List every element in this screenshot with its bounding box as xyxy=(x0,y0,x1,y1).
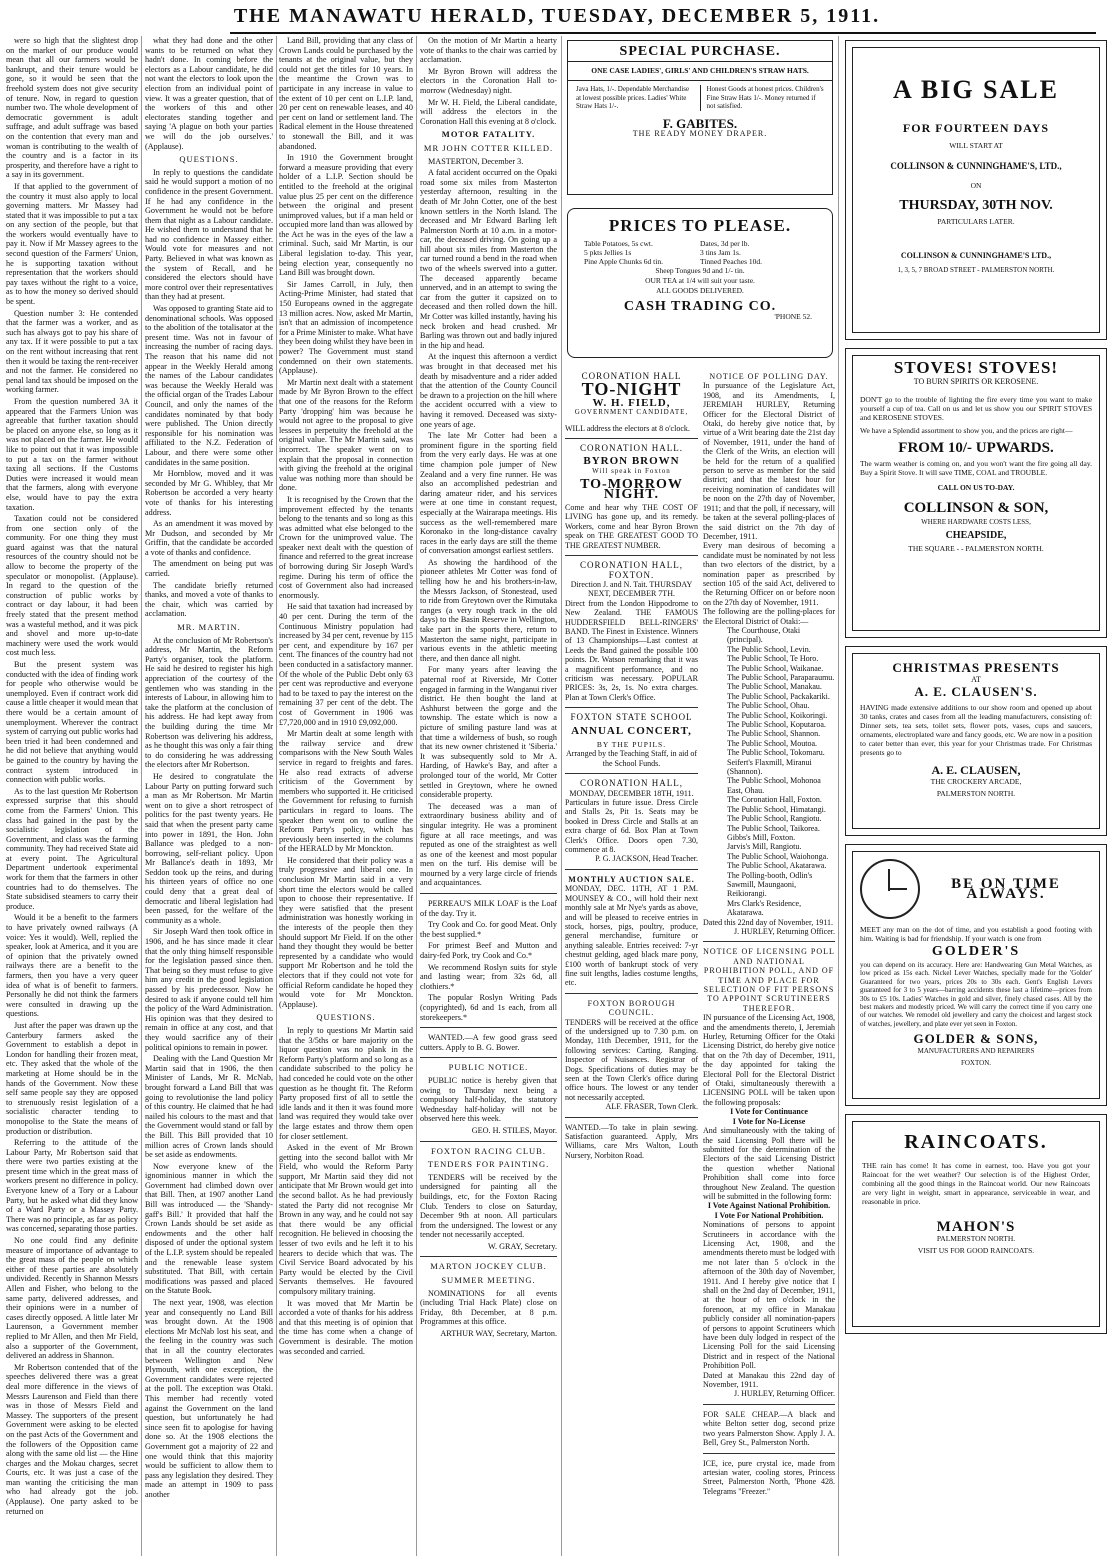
ad-line: ON xyxy=(970,181,982,190)
notice-text: In pursuance of the Legislature Act, 1908, and its Amendments, I, JEREMIAH HURLEY, Returning Officer for the Electoral District of Otaki, do hereby give notice that, by virtue of a Writ bearing date the 21st day of November, 1911, under the hand of the Clerk of the Writs, an election will be held for the return of a qualified person to serve as member for the said district; and that the latest hour for receiving nomination of candidates will be noon on the 27th day of November, 1911; and that the poll, if necessary, will be taken at the several polling-places of the said district on the 7th day of December, 1911. xyxy=(703,381,835,541)
event-headline: ANNUAL CONCERT, xyxy=(571,724,692,737)
polling-place: The Public School, Himatangi. xyxy=(727,804,826,814)
polling-place: The Public School, Manakau. xyxy=(727,682,822,692)
ad-line: CALL ON US TO-DAY. xyxy=(937,483,1015,492)
sale-date: THURSDAY, 30TH NOV. xyxy=(899,198,1053,213)
divider xyxy=(565,707,698,708)
section-heading: NOTICE OF POLLING DAY. xyxy=(709,372,829,381)
section-subheading: TENDERS FOR PAINTING. xyxy=(427,1159,550,1170)
paragraph: As showing the hardihood of the pioneer athletes Mr Cotter was fond of telling how he and his brothers-in-law, the Messrs Jackson, of Stonestead, used to ride from Greytown over the Rimutaka ranges (a very rough track in the old days) to the Basin Reserve in Wellington, take part in the sports there, return to Masterton the same night, participate in various events in the athletic meeting there, and then dance all night. xyxy=(420,557,557,663)
signature: ARTHUR WAY, Secretary, Marton. xyxy=(440,1329,557,1339)
paragraph: what they had done and the other wants to be returned on what they hadn't done. In coming before the electors as a Labour candidate, he did not want the electors to look upon the election from an individual point of view. It was a greater question, that of the workers of this and other electorates standing together and saying 'A plague on both your parties we will do the job ourselves.' (Applause). xyxy=(145,36,273,151)
polling-place: The Public School, Waiohonga. xyxy=(727,851,829,861)
section-heading: MARTON JOCKEY CLUB. xyxy=(430,1261,547,1272)
advertiser-place: CHEAPSIDE, xyxy=(945,530,1007,541)
ad-frame xyxy=(852,653,1100,829)
classified-ad: ICE, ice, pure crystal ice, made from artesian water, cooling stores, Princess Street, Palmerston North, 'Phone 428. Telegrams "Freezer." xyxy=(703,1458,835,1496)
article-column-3 xyxy=(279,36,413,1556)
section-heading: FOXTON RACING CLUB. xyxy=(431,1145,546,1156)
ad-subtitle: ONE CASE LADIES', GIRLS' AND CHILDREN'S STRAW HATS. xyxy=(568,66,832,81)
vote-option: I Vote for No-License xyxy=(732,1116,806,1126)
paragraph: Asked in the event of Mr Brown getting into the second ballot with Mr Field, who would the Reform Party support, Mr Martin said they did not anticipate that Mr Brown would get into the second ballot. As he had previously stated the Party did not recognise Mr Brown in any way, and he could not say that there would be any official recognition. He believed in choosing the lesser of two evils and he left it to his hearers to decide which that was. The Civil Service Board advocated by his Party would be elected by the Civil Servants themselves. He favoured compulsory military training. xyxy=(279,1143,413,1296)
ad-frame xyxy=(852,47,1100,333)
ad-title: CHRISTMAS PRESENTS xyxy=(892,660,1060,675)
notice-text: IN pursuance of the Licensing Act, 1908, and the amendments thereto, I, Jeremiah Hurley, Returning Officer for the Otaki Licensing District, do hereby give notice that on the 7th day of December, 1911, the day appointed for taking the Electoral Poll for the Electoral District of Otaki, simultaneously therewith a LICENSING POLL will be taken upon the following proposals: xyxy=(703,1013,835,1107)
advertiser-name: MAHON'S xyxy=(936,1219,1016,1235)
ad-title: PRICES TO PLEASE. xyxy=(608,216,792,235)
polling-place: The Public School, Moutoa. xyxy=(727,738,817,748)
ad-line: OUR TEA at 1/4 will suit your taste. xyxy=(645,276,755,285)
advertiser-name: COLLINSON & SON, xyxy=(903,500,1049,516)
advertiser-tag: THE CROCKERY ARCADE, xyxy=(930,777,1022,786)
advertiser-address: THE SQUARE - - PALMERSTON NORTH. xyxy=(908,544,1044,553)
divider xyxy=(565,993,698,994)
paragraph: If that applied to the government of the country it must also apply to local governing matters. Mr Massey had stated that it was impossible to put a tax on any section of the people, but that the workers would eventually have to pay it. Now if Mr Massey agrees to the second question of the Farmers' Union, he is supporting taxation without representation that the workers should pay taxes without the right to a voice, as to how the money so derived should be spent. xyxy=(6,181,138,307)
event-text: Will speak in Foxton xyxy=(592,466,671,475)
divider xyxy=(420,1256,557,1257)
polling-place: The Public School, Taikorea. xyxy=(727,823,820,833)
section-subheading: MR JOHN COTTER KILLED. xyxy=(423,142,554,153)
advertiser-tag: MANUFACTURERS AND REPAIRERS xyxy=(917,1047,1035,1056)
polling-place: Gibbs's Mill, Foxton. xyxy=(727,832,796,842)
event-text: Come and hear why THE COST OF LIVING has gone up, and its remedy. Workers, come and hear Byron Brown speak on THE GREATEST GOOD TO THE GREATEST NUMBER. xyxy=(565,503,698,550)
paragraph: A fatal accident occurred on the Opaki road some six miles from Masterton yesterday afternoon, resulting in the death of Mr John Cotter, one of the best known settlers in the North Island. The deceased and Mr Edward Barling left Palmerston North at 10 a.m. in a motor-car, the deceased driving. On going up a hill about six miles from Masterton the car turned round a bend in the road when two of the wheels swerved into a gutter. The deceased apparently became unnerved, and in an attempt to swing the car from the gutter it capsized on to deceased and then rolled down the hill. Mr Cotter was killed instantly, having his neck broken and head crushed. Mr Barling was thrown out and badly injured in the hip and head. xyxy=(420,168,557,350)
polling-place: The Public School, Tokomaru. xyxy=(727,748,825,758)
signature: GEO. H. STILES, Mayor. xyxy=(471,1125,557,1135)
classified-ad: WANTED.—To take in plain sewing. Satisfaction guaranteed. Apply, Mrs Williams, care Mrs Walton, Louth Nursery, Norbiton Road. xyxy=(565,1122,698,1160)
polling-place: The Public School, Levin. xyxy=(727,644,811,654)
ad-column: Honest Goods at honest prices. Children's Fine Straw Hats 1/-. Money returned if not satisfied. xyxy=(706,85,824,110)
paragraph: The late Mr Cotter had been a prominent figure in the sporting field from the very early days. He was at one time champion pole jumper of New Zealand and a very fine runner. He was also an accomplished pedestrian and daring amateur rider, and his services were at one time in constant request, especially at the Wairarapa meetings. His success as the well-remembered mare Koronako in the long-distance cavalry races in the early days are still the theme of conversation amongst earliest settlers. xyxy=(420,431,557,556)
big-sale-ad xyxy=(845,40,1107,340)
venue-heading: CORONATION HALL xyxy=(581,372,682,381)
paragraph: For many years after leaving the paternal roof at Riverside, Mr Cotter engaged in farming in the Wanganui river district. He then bought the land at Ashhurst between the gorge and the township. The estate which is now a picture of smiling pasture land was at that time a wilderness of bush, so rough that its new owner christened it 'Siberia.' It was subsequently sold to Mr A. Harding, of Hawke's Bay, and after a prolonged tour of the world, Mr Cotter settled in Greytown, where he owned considerable property. xyxy=(420,665,557,800)
divider xyxy=(703,1404,835,1405)
polling-place: The Public School, Koikoringi. xyxy=(727,710,828,720)
polling-place: Jarvis's Mill, Rangiotu. xyxy=(727,842,802,852)
event-text: MONDAY, DEC. 11TH, AT 1 P.M. MOUNSEY & CO., will hold their next monthly sale at Mr Nye's yards as above, and will be pleased to receive entries in stock, horses, pigs, poultry, produce, general merchandise, furniture or anything saleable. Entries received: 7-yr chestnut gelding, aged black mare pony, £100 worth of bankrupt stock of very fine suit lengths, ladies costume lengths, etc. xyxy=(565,884,698,988)
advertiser-name: GOLDER'S xyxy=(931,944,1021,959)
advertiser-name: COLLINSON & CUNNINGHAME'S LTD., xyxy=(900,251,1052,260)
section-heading: MR. MARTIN. xyxy=(177,622,241,633)
column-rule xyxy=(416,36,417,1556)
paragraph: He desired to congratulate the Labour Party on putting forward such a man as Mr Robertson. Mr Martin went on to give a short retrospect of politics for the past twenty years. He said that when the present party came into power in 1891, the Hon. John Ballance was pledged to a non-borrowing, self-reliant policy. Upon Mr Ballance's death in 1893, Mr Seddon took up the reins, and during his thirteen years of office no one could deny that a great deal of democratic and liberal legislation had been passed, for the welfare of the community as a whole. xyxy=(145,771,273,925)
price-item: Table Potatoes, 5s cwt. xyxy=(584,239,653,248)
section-heading: MOTOR FATALITY. xyxy=(441,129,536,140)
polling-place: The Public School, Te Horo. xyxy=(727,654,819,664)
column-rule xyxy=(561,36,562,1556)
divider xyxy=(703,941,835,942)
event-text: Arranged by the Teaching Staff, in aid of the School Funds. xyxy=(565,749,698,768)
ad-body: DON'T go to the trouble of lighting the fire every time you want to make yourself a cup of tea. Call on us and let us show you our SPIRIT STOVES and KEROSENE STOVES. xyxy=(860,395,1092,422)
stoves-ad xyxy=(845,348,1107,638)
masthead xyxy=(0,0,1114,32)
advertiser-name: GOLDER & SONS, xyxy=(913,1031,1039,1047)
paragraph: NOMINATIONS for all events (including Trial Hack Plate) close on Friday, 8th December, at 8 p.m. Programmes at this office. xyxy=(420,1288,557,1327)
paragraph: The popular Roslyn Writing Pads (copyrighted), 6d and 1s each, from all storekeepers.* xyxy=(420,993,557,1022)
paragraph: He considered that their policy was a truly progressive and liberal one. In conclusion Mr Martin said in a very short time the electors would be called upon to choose their representative. If they were satisfied that the present administration was honestly working in the interests of the people then they should support Mr Field. If on the other hand they thought they would be better represented by a candidate who would support Mr Robertson and he told the electors that if they could not vote for official Reform candidate he hoped they would vote for Mr Monckton. (Applause). xyxy=(279,855,413,1009)
notice-text: Every man desirous of becoming a candidate must be nominated by not less than two electors of the district, by a nomination paper as prescribed by section 105 of the said Act, delivered to the Returning Officer on or before noon on the 27th day of November, 1911. xyxy=(703,541,835,607)
section-heading: QUESTIONS. xyxy=(179,154,239,165)
ad-line: WILL START AT xyxy=(949,141,1003,150)
divider xyxy=(703,1453,835,1454)
entertainment-column xyxy=(565,372,698,1552)
paragraph: Mr Martin next dealt with a statement made by Mr Byron Brown to the effect that one of the reasons for the Reform Party 'dropping' him was because he would not agree to the proposal to give lessees in perpetuity the freehold at the original value. The Mr Martin said, was incorrect. The speaker went on to explain that the proposal in connection with giving the freehold at the original value was nothing more than should be done. xyxy=(279,377,413,493)
raincoats-ad xyxy=(845,1114,1107,1334)
event-text: TENDERS will be received at the office of the undersigned up to 7.30 p.m. on Monday, 11th December, 1911, for the following services: Carting. Ranging. Inspector of Nuisances. Registrar of Dogs. Specifications of duties may be seen at the Town Clerk's office during office hours. The lowest or any tender not necessarily accepted. xyxy=(565,1017,698,1102)
polling-place: The Public School, Paraparaumu. xyxy=(727,673,835,682)
vote-option: I Vote Against National Prohibition. xyxy=(707,1201,831,1211)
column-rule xyxy=(141,36,142,1556)
candidate-name: W. H. FIELD, xyxy=(592,396,671,409)
divider xyxy=(565,438,698,439)
paragraph: The next year, 1908, was election year and consequently no Land Bill was brought down. At the 1908 elections Mr McNab lost his seat, and the feeling in the country was such that in all the country electorates between Wellington and New Plymouth, with one exception, the Government candidates were rejected at the poll. The exception was Otaki. This member had recently voted against the Government on the land question, but unfortunately he had since seen fit to apologise for having done so. At the 1908 elections the Government got a majority of 22 and one would think that this majority would be sufficient to allow them to pass any legislation they desired. They made an attempt in 1909 to pass another xyxy=(145,1298,273,1499)
classified-ad: WANTED.—A few good grass seed cutters. Apply to B. G. Bower. xyxy=(420,1033,557,1052)
paragraph: Mr Byron Brown will address the electors in the Coronation Hall to-morrow (Wednesday) night. xyxy=(420,66,557,95)
divider xyxy=(420,1027,557,1028)
article-column-2 xyxy=(145,36,273,1556)
article-column-1 xyxy=(6,36,138,1556)
ad-column: Java Hats, 1/-. Dependable Merchandise at lowest possible prices. Ladies' White Straw Hats 1/-. xyxy=(576,85,701,111)
notice-text: Nominations of persons to appoint Scrutineers in accordance with the Licensing Act, 1908, and the amendments thereto must be lodged with me not later than 5 o'clock in the afternoon of the 30th day of November, 1911. And I hereby give notice that I shall on the 2nd day of December, 1911, at the hour of ten o'clock in the forenoon, at my office in Manakau publicly consider all nomination-papers of persons to appoint Scrutineers which have been duly lodged in respect of the Licensing Poll for the said Licensing District and in respect of the National Prohibition Poll. xyxy=(703,1220,835,1371)
paragraph: We recommend Roslyn suits for style and lasting wear; from 32s 6d, all clothiers.* xyxy=(420,962,557,991)
event-headline: TO-NIGHT xyxy=(581,379,682,400)
event-text: Direction J. and N. Tait. THURSDAY NEXT, DECEMBER 7TH. xyxy=(570,579,693,599)
paragraph: Was opposed to granting State aid to denominational schools. Was opposed to the abolition of the totalisator at the present time. Was not in favour of increasing the number of racing days. The reason that his name did not appear in the Weekly Herald among the names of the Labour candidates was because the Weekly Herald was the official organ of the Trades Labour Council, and only the names of the candidates nominated by that body were published. The Union directly responsible for his nomination was affiliated to the N.Z. Federation of Labour, and there were some other candidates in the same position. xyxy=(145,304,273,467)
ad-body: The warm weather is coming on, and you won't want the fire going all day. Buy a Spirit Stove. It will save TIME, COAL and TROUBLE. xyxy=(860,459,1092,477)
paragraph: As an amendment it was moved by Mr Dudson, and seconded by Mr Griffin, that the candidate be accorded a vote of thanks and confidence. xyxy=(145,519,273,557)
paragraph: Would it be a benefit to the farmers to have privately owned railways (A voice: Yes it would). Well, replied the speaker, look at America, and it you are of opinion that the privately owned railways there are a benefit to the farmers, then you have a very queer idea of what is of benefit to farmers. Personally he did not think the farmers were consulted in drawing up the questions. xyxy=(6,913,138,1019)
price-list-right xyxy=(700,239,816,266)
price-item: 3 tins Jam 1s. xyxy=(700,248,741,257)
advertiser-name: CASH TRADING CO. xyxy=(623,299,777,314)
paragraph: The candidate briefly returned thanks, and moved a vote of thanks to the chair, which was carried by acclamation. xyxy=(145,580,273,619)
paragraph: Dealing with the Land Question Mr Martin said that in 1906, the then Minister of Lands, Mr R. McNab, brought forward a Land Bill that was going to revolutionise the land policy of this country. He claimed that he had nailed his colours to the mast and that the Government would stand or fall by the Bill. This Bill provided that 10 million acres of Crown lands should be set aside as endowments. xyxy=(145,1054,273,1160)
paragraph: It was moved that Mr Martin be accorded a vote of thanks for his address and that this meeting is of opinion that the time has come when a change of Government is desirable. The motion was seconded and carried. xyxy=(279,1298,413,1356)
polling-place: The Public School, Akatarawa. xyxy=(727,861,827,871)
paragraph: Mr Hornblow, moved and it was seconded by Mr G. Whibley, that Mr Robertson be accorded a very hearty vote of thanks for his interesting address. xyxy=(145,469,273,517)
advertiser-name: A. E. CLAUSEN'S. xyxy=(914,684,1038,699)
paragraph: On the motion of Mr Martin a hearty vote of thanks to the chair was carried by acclamation. xyxy=(420,36,557,65)
paragraph: Sir Joseph Ward then took office in 1906, and he has since made it clear that the only thing himself responsible for the legislation passed since then. That being so they must refuse to give him any credit in the good legislation passed by his predecessor. Now he desired to ask if anyone could tell him the policy of the Ward Administration. His opinion was that they desired to remain in office at any cost, and that they would sacrifice any of their political opinions to remain in power. xyxy=(145,927,273,1052)
masthead-title: THE MANAWATU HERALD, TUESDAY, DECEMBER 5, 1911. xyxy=(233,5,881,27)
vote-option: I Vote For National Prohibition. xyxy=(714,1210,824,1220)
column-rule xyxy=(276,36,277,1556)
venue-heading: CORONATION HALL. xyxy=(580,443,683,454)
polling-places-list xyxy=(703,626,835,918)
polling-place: The Public School, Waikanae. xyxy=(727,663,824,673)
notice-date: Dated at Manakau this 22nd day of November, 1911. xyxy=(703,1370,835,1390)
paragraph: But the present system was conducted with the idea of finding work for people who otherwise would be unemployed. Even if contract work did cause a little cheaper it would mean that there would be a certain amount of unemployment. Wherever the contract system of carrying out public works had been tried it had been condemned and he did not believe that anything would be gained to the country by having the contract system introduced in connection with public works. xyxy=(6,660,138,785)
polling-place: The Polling-booth, Odlin's Sawmill, Maungaoni, Reikiorangi. xyxy=(727,870,813,899)
special-purchase-ad xyxy=(567,40,833,195)
paragraph: TENDERS will be received by the undersigned for painting all the buildings, etc, for the Foxton Racing Club. Tenders to close on Saturday, December 9th at noon. All particulars from the undersigned. The lowest or any tender not necessarily accepted. xyxy=(420,1172,557,1240)
polling-place: The Public School, Koputaroa. xyxy=(727,720,826,730)
divider xyxy=(565,555,698,556)
paragraph: were so high that the slightest drop on the market of our produce would mean that all our farmers would be bankrupt, and their tenure would be gone, so it would be seen that the freehold system does not give security of tenure. Now, in regard to question number two. The whole development of democratic government is adult suffrage, and adult suffrage was based on the contention that every man and woman is contributing to the wealth of the country and is a factor in its prosperity, and therefore have a right to a say in its government. xyxy=(6,36,138,180)
polling-place: The Public School, Mohonoa East, Ohau. xyxy=(727,776,821,795)
paragraph: Mr Robertson contended that of the speeches delivered there was a great deal more difference in the views of Messrs Laurenson and Field than there was in those of Messrs Field and Massey. The supporters of the present Government were asking to be elected on the past Acts of the Government and the followers of the Opposition came along with the same old list — the Hine charges and the Mokau charges, secret Courts, etc. It was just a case of the man wanting the criticising the man who had already got the job. (Applause). One party asked to be returned on xyxy=(6,1362,138,1516)
advertiser-address: PALMERSTON NORTH. xyxy=(936,789,1016,798)
paragraph: In reply to questions the candidate said he would support a motion of no confidence in the present Government. If he had any confidence in the Government he would not be before them that night as a Labour candidate. He wished them to understand that he had no confidence in Massey either. Would vote for measures and not Party. Believed in what was known as the system of Recall, and he considered the electors should have more control over their representatives than they had at present. xyxy=(145,167,273,302)
polling-place: Seifert's Flaxmill, Miranui (Shannon). xyxy=(727,757,812,777)
polling-place: Mrs Clark's Residence, Akatarawa. xyxy=(727,898,802,918)
price-list-left xyxy=(584,239,700,266)
paragraph: At the inquest this afternoon a verdict was brought in that deceased met his death by misadventure and a rider added that the attention of the County Council be drawn to a projection on the hill where the accident occurred with a view to having it removed. Deceased was sixty-one years of age. xyxy=(420,352,557,429)
event-date: MONDAY, DECEMBER 18TH, 1911. xyxy=(569,788,694,798)
price-headline: FROM 10/- UPWARDS. xyxy=(898,440,1054,456)
ad-line: PARTICULARS LATER. xyxy=(937,217,1015,226)
paragraph: Sir James Carroll, in July, then Acting-Prime Minister, had stated that 150 Europeans owned in the aggregate 13 million acres. Now, asked Mr Martin, isn't that an admission of incompetence for a Prime Minister to make. What have they been doing whilst they have been in power? The Government must stand condemned on their own statements. (Applause). xyxy=(279,279,413,376)
ad-line: VISIT US FOR GOOD RAINCOATS. xyxy=(917,1246,1035,1255)
paragraph: For primest Beef and Mutton and dairy-fed Pork, try Cook and Co.* xyxy=(420,941,557,961)
advertiser-tag: WHERE HARDWARE COSTS LESS, xyxy=(921,518,1031,526)
notice-text: The following are the polling-places for the Electoral District of Otaki:— xyxy=(703,607,835,626)
section-heading: QUESTIONS. xyxy=(316,1012,376,1023)
dateline: MASTERTON, December 3. xyxy=(428,156,524,166)
paragraph: The deceased was a man of extraordinary business ability and of singular integrity. He was a prominent figure at all race meetings, and was reputed as one of the straightest as well as one of the keenest and most popular men on the turf. His demise will be mourned by a very large circle of friends and acquaintances. xyxy=(420,801,557,888)
advertiser-name: F. GABITES. xyxy=(662,115,738,131)
paragraph: Mr Martin dealt at some length with the railway service and drew comparisons with the New South Wales service in regard to freights and fares. He also read extracts of adverse criticism of the Government by members who supported it. He criticised the Government for refusing to furnish particulars in regard to loans. The speaker then went on to outline the Reform Party's policy, which has previously been inserted in the columns of the HERALD by Mr Monckton. xyxy=(279,729,413,854)
ad-frame xyxy=(852,1121,1100,1327)
polling-place: The Public School, Ohau. xyxy=(727,701,810,711)
venue-heading: CORONATION HALL, xyxy=(580,778,683,789)
classified-ad: FOR SALE CHEAP.—A black and white Belton setter dog, second prize two years Palmerston Show. Apply J. A. Bell, Grey St., Palmerston North. xyxy=(703,1409,835,1448)
ad-title: RAINCOATS. xyxy=(904,1131,1048,1153)
vote-option: I Vote for Continuance xyxy=(730,1107,808,1117)
paragraph: Just after the paper was drawn up the Canterbury farmers asked the Government to establish a depot in London for handling their frozen meat, etc. They asked that the whole of the marketing at Home should be in the hands of the Government. Now these self same people say they are opposed to strenuously resist legislation of a socialistic character tending to monopolise to the State the means of production or distribution. xyxy=(6,1020,138,1136)
divider xyxy=(420,1057,557,1058)
paragraph: In 1910 the Government brought forward a measure providing that every holder of a L.I.P. Section should be entitled to the freehold at the original value plus 25 per cent on the difference between the original and present unimproved values, but if a man held or occupied more land than was allowed by the Act he was in the eyes of the law a criminal. Such, said Mr Martin, is our Liberal legislation to-day. This year, being election year, consequently no Land Bill was brought down. xyxy=(279,153,413,278)
masthead-rule xyxy=(230,32,1096,34)
clock-icon xyxy=(860,859,920,919)
paragraph: No one could find any definite measure of importance of advantage to the great mass of the people on which either of these parties are absolutely undivided. Recently in Shannon Messrs Allen and Fisher, who belong to the same party, delivered addresses, and their opinions were in a number of cases directly opposed. A little later Mr Laurenson, a Government member replied to Mr Allen, and then Mr Field, also a supporter of the Government, delivered an address in Shannon. xyxy=(6,1236,138,1361)
signature: ALF. FRASER, Town Clerk. xyxy=(605,1102,698,1112)
prices-to-please-ad xyxy=(567,208,833,358)
polling-place: The Public School, Shannon. xyxy=(727,729,821,739)
ad-title: STOVES! STOVES! xyxy=(893,358,1059,377)
paragraph: The amendment on being put was carried. xyxy=(145,559,273,579)
paragraph: Try Cook and Co. for good Meat. Only the best supplied.* xyxy=(420,920,557,939)
divider xyxy=(565,1117,698,1118)
paragraph: Mr W. H. Field, the Liberal candidate, will address the electors in the Coronation Hall this evening at 8 o'clock. xyxy=(420,97,557,126)
venue-heading: FOXTON STATE SCHOOL xyxy=(570,712,693,723)
ad-body: We have a Splendid assortment to show you, and the prices are right— xyxy=(860,426,1073,435)
paragraph: Now everyone knew of the ignominious manner in which the Government had climbed down over that Bill. Then, at 1907 another Land Bill was introduced — the 'Shandy-gaff's Bill.' It provided that half the Crown Lands should be set aside as endowments and the other half disposed of under the optional system of the L.I.P. system should be repealed and the renewable lease system substituted. That Bill, with certain modifications was passed and placed on the Statute Book. xyxy=(145,1161,273,1296)
section-heading: NOTICE OF LICENSING POLL AND NATIONAL PROHIBITION POLL, AND OF TIME AND PLACE FOR SELECTION OF FIT PERSONS TO APPOINT SCRUTINEERS THEREFOR. xyxy=(703,947,835,1013)
event-text: WILL address the electors at 8 o'clock. xyxy=(565,423,690,433)
paragraph: Question number 3: He contended that the farmer was a worker, and as such has always got to pay his share of any tax. If it were possible to put a tax on the rent without increasing that rent then it would be taxing the rent-receiver and not the farmer. He considered no penal land tax should be imposed on the working farmer. xyxy=(6,308,138,395)
paragraph: As to the last question Mr Robertson expressed surprise that this should come from the Farmers' Union. This class had gained in the past by the socialistic legislation of the Government, and class was the farming community. They had received State aid at every point. The Agricultural Department undertook experimental work for them that the farmers in other countries had to do themselves. The State subsidised steamers to carry their produce. xyxy=(6,786,138,911)
article-column-4 xyxy=(420,36,557,1556)
price-item: Sheep Tongues 9d and 1/- tin. xyxy=(655,266,745,275)
speaker-name: BYRON BROWN xyxy=(583,455,680,468)
paragraph: It is recognised by the Crown that the improvement effected by the tenants belong to the tenants and so long as this was admitted what else belonged to the Crown for the unimproved value. The speaker next dealt with the question of finance and referred to the great increase of borrowing during Sir Joseph Ward's regime. During his term of office the cost of Government also had increased enormously. xyxy=(279,494,413,600)
polling-place: The Coronation Hall, Foxton. xyxy=(727,795,822,805)
advertiser-address: 1, 3, 5, 7 BROAD STREET - PALMERSTON NORTH. xyxy=(897,266,1055,274)
phone-number: 'PHONE 52. xyxy=(774,312,812,321)
polling-place: The Public School, Rangiotu. xyxy=(727,814,822,824)
polling-place: The Public School, Packakariki. xyxy=(727,691,830,701)
paragraph: He said that taxation had increased by 40 per cent. During the term of the Continuous Ministry population had increased by 34 per cent, revenue by 115 per cent, and expenditure by 167 per cent. The finances of the country had not been conducted in a satisfactory manner. Of the whole of the Public Debt only 63 per cent was reproductive and everyone had to be taxed to pay the interest on the remaining 37 per cent of the debt. The cost of Government in 1906 was £7,720,000 and in 1910 £9,092,000. xyxy=(279,602,413,727)
advertiser-address: FOXTON. xyxy=(960,1059,991,1068)
divider xyxy=(565,869,698,870)
divider xyxy=(420,1141,557,1142)
notice-text: And simultaneously with the taking of the said Licensing Poll there will be submitted for the determination of the Electors of the said Licensing District the question whether National Prohibition shall come into force throughout New Zealand. The question will be submitted in the following form: xyxy=(703,1126,835,1201)
ad-body: you can depend on its accuracy. Here are: Handwearing Gun Metal Watches, as low priced as 15s each. Nickel Lever Watches, specially made for the 'Golder' Guaranteed for two years, prices 20s to 30s each. Gent's English Levers guaranteed for 3 to 5 years—barring accidents these last a lifetime—prices from 30s to £5 10s. Ladies' Watches in gold and silver, finely chased cases. All by the best makers and modestly priced. We will carry the correct time if you carry one of our watches. We remodel old jewellery and carry the choicest and largest stock of watches, jewellery, and plate ever yet seen in Foxton. xyxy=(860,961,1092,1028)
paragraph: PERREAU'S MILK LOAF is the Loaf of the day. Try it. xyxy=(420,899,557,918)
section-subheading: SUMMER MEETING. xyxy=(441,1275,536,1286)
paragraph: In reply to questions Mr Martin said that the 3/5ths or bare majority on the liquor question was no plank in the Reform Party's platform and so long as a candidate subscribed to the policy he had conceded he could vote on the other question as he thought fit. The Reform Party proposed first of all to settle the idle lands and it then it was found more land was required they would take over the large estates and throw them open for closer settlement. xyxy=(279,1025,413,1141)
polling-place: The Courthouse, Otaki (principal). xyxy=(727,625,801,645)
ad-line: AT xyxy=(971,675,981,684)
ad-body: THE rain has come! It has come in earnest, too. Have you got your Raincoat for the wet weather? Our selection is of the Highest Order, combining all the good things in the Raincoat world. Our new Raincoats are very light in weight, smart in appearance, serviceable in wear, and reasonable in price. xyxy=(862,1161,1090,1206)
section-heading: PUBLIC NOTICE. xyxy=(448,1062,529,1073)
ad-line: FOR FOURTEEN DAYS xyxy=(902,121,1050,135)
divider xyxy=(420,893,557,894)
paragraph: At the conclusion of Mr Robertson's address, Mr Martin, the Reform Party's organiser, took the platform. He said he desired to register his high appreciation of the courtesy of the gentlemen who was standing in the interests of Labour, in allowing him to take the platform at the conclusion of his address. He had kept away from the building during the time Mr Robertson was delivering his address, as he thought this was only a fair thing to do considering he was addressing the electors after Mr Robertson. xyxy=(145,635,273,770)
ad-title: BE ON TIME ALWAYS. xyxy=(951,876,1061,902)
price-item: Pine Apple Chunks 6d tin. xyxy=(584,257,663,266)
signature: W. GRAY, Secretary. xyxy=(488,1241,557,1251)
ad-title: SPECIAL PURCHASE. xyxy=(568,47,832,62)
ad-line: ALL GOODS DELIVERED. xyxy=(656,286,744,295)
signature: P. G. JACKSON, Head Teacher. xyxy=(595,854,698,864)
be-on-time-ad xyxy=(845,844,1107,1106)
advertiser-name: A. E. CLAUSEN, xyxy=(931,763,1021,777)
advertiser-tag: THE READY MONEY DRAPER. xyxy=(632,128,768,138)
paragraph: From the question numbered 3A it appeared that the Farmers Union was agreeable that further taxation should be placed on anyone else, so long as it was not placed on the farmer. He would like to point out that it was impossible to put a tax on the farmer without taxing all sections. If the Customs Duties were increased it would mean that the farmers, along with everyone else, would have to pay the extra taxation. xyxy=(6,396,138,512)
notice-date: Dated this 22nd day of November, 1911. xyxy=(703,917,834,927)
price-item: 5 pkts Jellies 1s xyxy=(584,248,632,257)
venue-heading: CORONATION HALL, FOXTON. xyxy=(580,560,683,580)
column-rule xyxy=(838,36,839,1556)
ad-title: A BIG SALE xyxy=(893,75,1059,104)
ad-frame xyxy=(852,355,1100,631)
candidate-role: GOVERNMENT CANDIDATE, xyxy=(574,408,689,417)
event-text: BY THE PUPILS. xyxy=(596,740,667,749)
paragraph: PUBLIC notice is hereby given that owing to Thursday next being a compulsory half-holiday, the statutory Wednesday half-holiday will not be observed here this week. xyxy=(420,1075,557,1124)
section-heading: MONTHLY AUCTION SALE. xyxy=(568,874,695,884)
paragraph: Taxation could not be considered from one section only of the community. For one thing they must guard against was that the natural resources of the country should not be allow to become the property of the speculator or monopolist. (Applause). In regard to the question of the construction of public works by contract or day labour, it had been freely stated that the present method was a wasteful method, and it was pick and shovel and more up-to-date machinery were used the work would cost much less. xyxy=(6,514,138,658)
event-text: Particulars in future issue. Dress Circle and Stalls 2s, Pit 1s. Seats may be booked in Dress Circle and Stalls at an extra charge of 6d. Box Plan at Town Clerk's Office. Doors open 7.30, commence at 8. xyxy=(565,798,698,855)
event-headline: TO-MORROW NIGHT. xyxy=(580,477,683,502)
paragraph: Land Bill, providing that any class of Crown Lands could be purchased by the tenants at the original value, but they could not get the titles for 10 years. In the meantime the Crown was to participate in any increase in value to the extent of 10 per cent on L.I.P. land, 20 per cent on renewable leases, and 40 per cent on land or settlement land. The Radical element in the House threatened to stonewall the Bill, and it was abandoned. xyxy=(279,36,413,151)
christmas-presents-ad xyxy=(845,646,1107,836)
price-item: Tinned Peaches 10d. xyxy=(700,257,763,266)
advertiser-address: PALMERSTON NORTH. xyxy=(936,1234,1016,1243)
signature: J. HURLEY, Returning Officer. xyxy=(733,1389,835,1399)
advertiser-name: COLLINSON & CUNNINGHAME'S, LTD., xyxy=(890,161,1062,171)
ad-subtitle: TO BURN SPIRITS OR KEROSENE. xyxy=(913,377,1039,386)
divider xyxy=(565,773,698,774)
ad-body: HAVING made extensive additions to our show room and opened up about 30 tanks, crates and cases from all the leading manufacturers, consisting of: Dinner sets, tea sets, toilet sets, flower pots, vases, cups and saucers, ornaments, electroplated ware and fancy goods, etc. We are now in a position to cater better than ever, this year for your Christmas trade. For Christmas presents go to xyxy=(860,703,1092,757)
notices-column xyxy=(703,372,835,1552)
event-text: Direct from the London Hippodrome to New Zealand. THE FAMOUS HUDDERSFIELD BELL-RINGERS' BAND. The Finest in Existence. Winners of 13 Championships—Last contest at Leeds the Band gained the possible 100 points. Dr. Watson remarking that it was a magnificent performance, and no criticism was necessary. POPULAR PRICES: 3s, 2s, 1s. No extra charges. Plan at Town Clerk's Office. xyxy=(565,598,698,702)
section-heading: FOXTON BOROUGH COUNCIL. xyxy=(587,998,676,1018)
signature: J. HURLEY, Returning Officer. xyxy=(733,926,835,936)
ad-body: MEET any man on the dot of time, and you establish a good footing with him. Waiting is bad for friendship. If your watch is one from xyxy=(860,925,1092,943)
paragraph: Referring to the attitude of the Labour Party, Mr Robertson said that there were two parties existing at the present time which in the great mass of workers present no difference in policy. Everyone knew of a Tory or a Labour Party, but he asked what did they know of a Ward Party or a Massey Party. There was no principle, as far as policy was concerned, separating those parties. xyxy=(6,1138,138,1234)
price-item: Dates, 3d per lb. xyxy=(700,239,750,248)
